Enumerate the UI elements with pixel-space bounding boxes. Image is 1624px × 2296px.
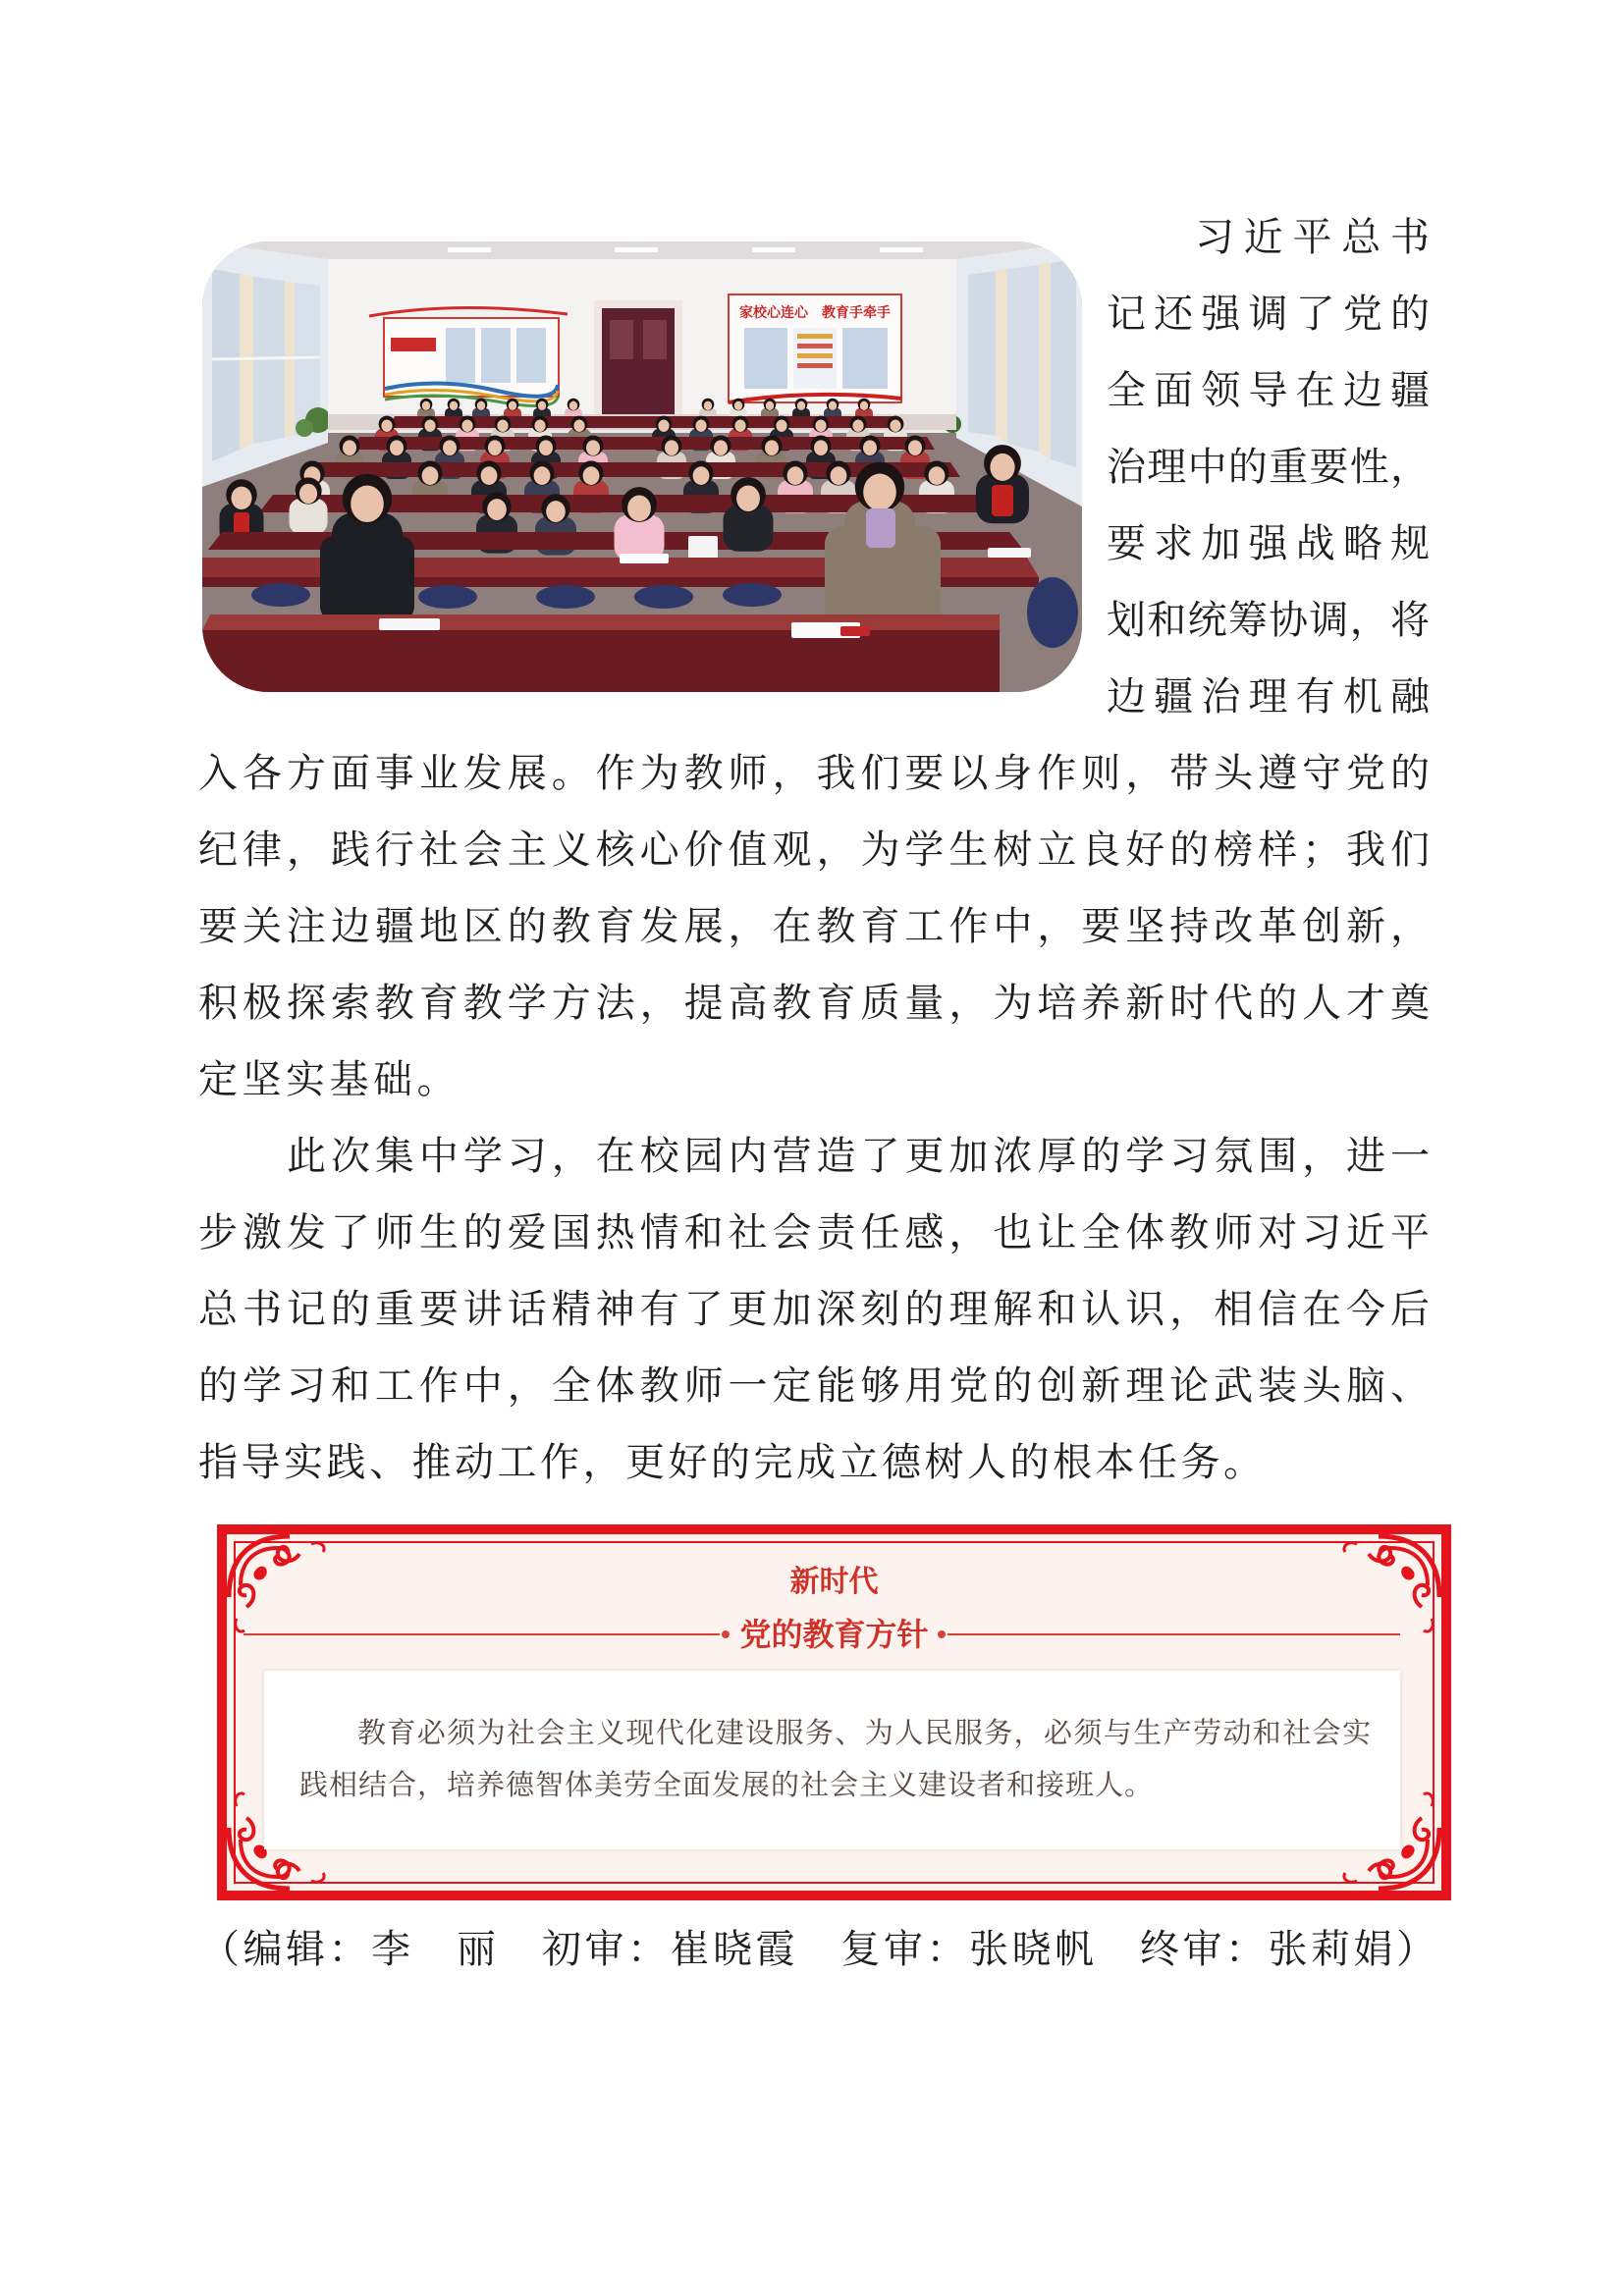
person-face bbox=[488, 440, 502, 455]
person-face bbox=[539, 440, 553, 455]
policy-body-line: 践相结合，培养德智体美劳全面发展的社会主义建设者和接班人。 bbox=[299, 1768, 1155, 1801]
person-face bbox=[422, 401, 430, 410]
person-face bbox=[831, 466, 847, 485]
photo-detail bbox=[620, 554, 669, 563]
person-face bbox=[776, 420, 786, 432]
text-line: 此次集中学习，在校园内营造了更加浓厚的学习氛围，进一 bbox=[287, 1134, 1430, 1179]
text-line: 定坚实基础。 bbox=[198, 1057, 460, 1102]
person-face bbox=[829, 401, 837, 410]
person-face bbox=[477, 401, 485, 410]
person-face bbox=[908, 440, 922, 455]
person-face bbox=[390, 440, 404, 455]
chair bbox=[1027, 577, 1078, 648]
editorial-credits: （编辑：李 丽 初审：崔晓霞 复审：张晓帆 终审：张莉娟） bbox=[200, 1927, 1435, 1972]
person-face bbox=[766, 401, 774, 410]
body-text bbox=[198, 735, 1430, 1501]
person-face bbox=[787, 466, 804, 485]
policy-body-line: 教育必须为社会主义现代化建设服务、为人民服务，必须与生产劳动和社会实 bbox=[357, 1716, 1371, 1749]
photo-detail bbox=[988, 548, 1031, 558]
person-face bbox=[693, 466, 710, 485]
person-face bbox=[929, 466, 946, 485]
person-face bbox=[734, 401, 742, 410]
text-line: 边疆治理有机融 bbox=[1107, 674, 1430, 720]
person-face bbox=[546, 501, 566, 522]
text-line: 要求加强战略规 bbox=[1107, 521, 1430, 566]
person-face bbox=[538, 401, 546, 410]
photo-detail bbox=[992, 485, 1013, 516]
person-face bbox=[487, 499, 507, 520]
text-line: 治理中的重要性， bbox=[1107, 445, 1430, 490]
right-wall-board bbox=[729, 294, 901, 402]
photo-detail bbox=[320, 536, 414, 620]
person-face bbox=[860, 401, 868, 410]
person-face bbox=[461, 420, 472, 432]
photo-illustration bbox=[202, 241, 1082, 692]
person-face bbox=[863, 440, 877, 455]
text-line: 记还强调了党的 bbox=[1107, 292, 1430, 337]
text-line: 纪律，践行社会主义核心价值观，为学生树立良好的榜样；我们 bbox=[198, 828, 1430, 873]
person-face bbox=[583, 466, 600, 485]
text-line: 要关注边疆地区的教育发展，在教育工作中，要坚持改革创新， bbox=[198, 904, 1430, 949]
person-face bbox=[852, 420, 863, 432]
paragraph1-continued bbox=[198, 735, 1430, 1118]
chair bbox=[536, 585, 595, 609]
desk-row bbox=[202, 630, 1000, 692]
chair bbox=[723, 583, 782, 607]
person-face bbox=[422, 466, 439, 485]
photo-detail bbox=[866, 508, 895, 548]
photo-detail bbox=[840, 626, 870, 636]
text-line: 指导实践、推动工作，更好的完成立德树人的根本任务。 bbox=[198, 1440, 1267, 1485]
person-face bbox=[351, 486, 384, 522]
person-face bbox=[797, 401, 805, 410]
person-face bbox=[232, 487, 252, 509]
person-face bbox=[450, 401, 458, 410]
person-face bbox=[343, 440, 356, 455]
text-line: 的学习和工作中，全体教师一定能够用党的创新理论武装头脑、 bbox=[198, 1363, 1430, 1409]
chair bbox=[251, 583, 310, 607]
person-face bbox=[665, 440, 678, 455]
person-face bbox=[704, 401, 712, 410]
person-face bbox=[509, 401, 516, 410]
person-face bbox=[814, 440, 828, 455]
person-face bbox=[863, 474, 896, 510]
person-face bbox=[890, 420, 900, 432]
person-face bbox=[443, 440, 457, 455]
person-face bbox=[497, 420, 508, 432]
policy-text-panel bbox=[264, 1671, 1400, 1849]
person-face bbox=[481, 466, 498, 485]
person-face bbox=[424, 420, 435, 432]
person-face bbox=[569, 401, 577, 410]
person-face bbox=[534, 420, 545, 432]
person-face bbox=[990, 454, 1014, 481]
person-face bbox=[573, 420, 584, 432]
text-line: 入各方面事业发展。作为教师，我们要以身作则，带头遵守党的 bbox=[198, 751, 1430, 796]
person-face bbox=[534, 466, 551, 485]
person-face bbox=[627, 495, 651, 521]
person-face bbox=[658, 420, 669, 432]
person-face bbox=[765, 440, 779, 455]
text-line: 全面领导在边疆 bbox=[1107, 368, 1430, 413]
text-line: 积极探索教育教学方法，提高教育质量，为培养新时代的人才奠 bbox=[198, 981, 1430, 1026]
policy-title-top: 新时代 bbox=[789, 1565, 879, 1599]
person-face bbox=[299, 484, 317, 504]
education-policy-box bbox=[217, 1524, 1451, 1900]
chair bbox=[418, 585, 477, 609]
wall-banner-text: 家校心连心 教育手牵手 bbox=[739, 305, 891, 321]
person-face bbox=[381, 420, 392, 432]
classroom-door bbox=[594, 300, 682, 420]
person-face bbox=[695, 420, 706, 432]
person-face bbox=[586, 440, 600, 455]
person-face bbox=[736, 485, 760, 511]
text-line: 步激发了师生的爱国热情和社会责任感，也让全体教师对习近平 bbox=[198, 1210, 1430, 1255]
person-face bbox=[734, 420, 745, 432]
desk-row bbox=[202, 614, 1000, 630]
text-line: 划和统筹协调，将 bbox=[1107, 598, 1430, 643]
person-face bbox=[714, 440, 728, 455]
person-face bbox=[815, 420, 826, 432]
text-line: 习近平总书 bbox=[1195, 215, 1430, 260]
photo-detail bbox=[379, 618, 440, 630]
paragraph2 bbox=[198, 1118, 1430, 1501]
desk-row bbox=[352, 437, 935, 450]
policy-title-main: 党的教育方针 bbox=[739, 1616, 929, 1653]
left-wall-board bbox=[369, 307, 568, 405]
classroom-study-photo bbox=[202, 241, 1082, 692]
chair bbox=[634, 585, 693, 609]
text-line: 总书记的重要讲话精神有了更加深刻的理解和认识，相信在今后 bbox=[198, 1287, 1430, 1332]
paragraph1-wrapped-column bbox=[1107, 199, 1430, 735]
